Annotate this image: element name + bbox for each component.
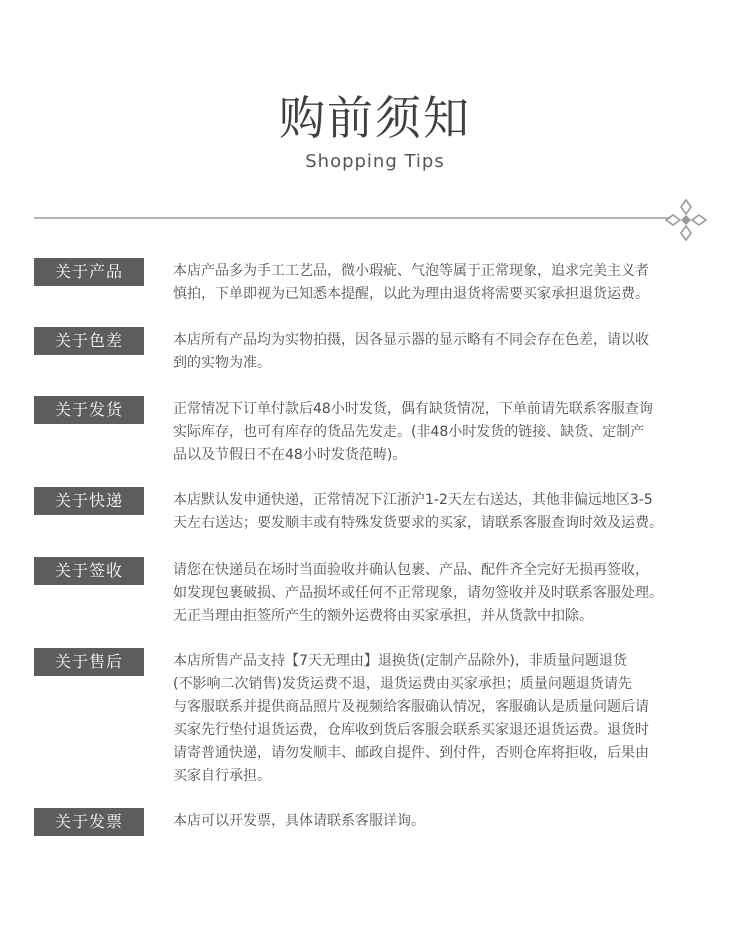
page-title: 购前须知 [279, 91, 471, 145]
text-line: (不影响二次销售)发货运费不退，退货运费由买家承担；质量问题退货请先 [173, 676, 632, 692]
section-text [173, 329, 723, 375]
section-text [173, 559, 723, 628]
header-divider [34, 217, 670, 219]
text-line: 正常情况下订单付款后48小时发货，偶有缺货情况，下单前请先联系客服查询 [173, 401, 653, 417]
section-label: 关于快递 [34, 487, 144, 515]
text-line: 实际库存，也可有库存的货品先发走。(非48小时发货的链接、缺货、定制产 [173, 424, 645, 440]
section-label: 关于售后 [34, 648, 144, 676]
text-line: 品以及节假日不在48小时发货范畴)。 [173, 447, 407, 463]
diamond-ornament-icon [664, 198, 708, 242]
text-line: 买家自行承担。 [173, 768, 271, 784]
section-label: 关于色差 [34, 327, 144, 355]
section-text [173, 810, 723, 833]
section-label: 关于发货 [34, 396, 144, 424]
section-label: 关于发票 [34, 808, 144, 836]
section-text [173, 398, 723, 467]
text-line: 买家先行垫付退货运费，仓库收到货后客服会联系买家退还退货运费。退货时 [173, 722, 649, 738]
text-line: 无正当理由拒签所产生的额外运费将由买家承担，并从货款中扣除。 [173, 608, 593, 624]
text-line: 慎拍，下单即视为已知悉本提醒，以此为理由退货将需要买家承担退货运费。 [173, 286, 649, 302]
text-line: 到的实物为准。 [173, 355, 271, 371]
text-line: 本店可以开发票，具体请联系客服详询。 [173, 813, 425, 829]
section-label: 关于签收 [34, 557, 144, 585]
text-line: 请寄普通快递，请勿发顺丰、邮政自提件、到付件，否则仓库将拒收，后果由 [173, 745, 649, 761]
text-line: 本店默认发申通快递，正常情况下江浙沪1-2天左右送达，其他非偏远地区3-5 [173, 492, 653, 508]
text-line: 本店所有产品均为实物拍摄，因各显示器的显示略有不同会存在色差，请以收 [173, 332, 649, 348]
page-subtitle: Shopping Tips [305, 151, 445, 172]
text-line: 天左右送达；要发顺丰或有特殊发货要求的买家，请联系客服查询时效及运费。 [173, 515, 663, 531]
section-label: 关于产品 [34, 258, 144, 286]
text-line: 如发现包裹破损、产品损坏或任何不正常现象，请勿签收并及时联系客服处理。 [173, 585, 663, 601]
text-line: 本店产品多为手工工艺品，微小瑕疵、气泡等属于正常现象，追求完美主义者 [173, 263, 649, 279]
section-text [173, 260, 723, 306]
section-text [173, 650, 723, 788]
text-line: 与客服联系并提供商品照片及视频给客服确认情况，客服确认是质量问题后请 [173, 699, 649, 715]
section-text [173, 489, 723, 535]
text-line: 请您在快递员在场时当面验收并确认包裹、产品、配件齐全完好无损再签收， [173, 562, 649, 578]
text-line: 本店所售产品支持【7天无理由】退换货(定制产品除外)，非质量问题退货 [173, 653, 627, 669]
